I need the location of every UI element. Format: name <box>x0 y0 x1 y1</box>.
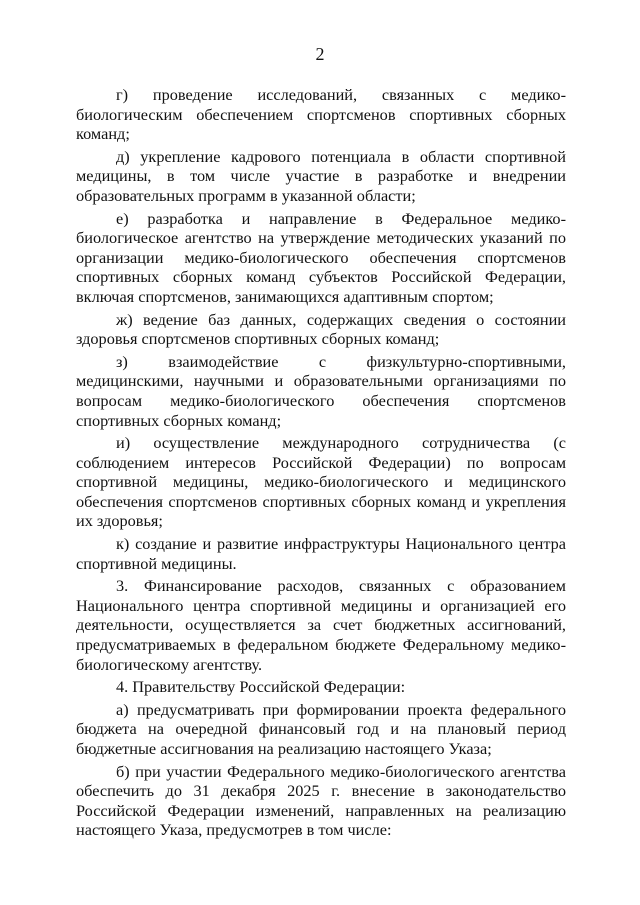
paragraph-item-a: а) предусматривать при формировании проекта федерального бюджета на очередной финансовый год и на плановый период бюджетные ассигнования на реализацию настоящего Указа; <box>76 699 566 758</box>
page-number: 2 <box>315 44 325 64</box>
paragraph-item-i: и) осуществление международного сотрудничества (с соблюдением интересов Российской Федерации) по вопросам спортивной медицины, медико-биологического и медицинского обеспечения спортсменов спортивных сборных команд и укрепления их здоровья; <box>76 433 566 531</box>
paragraph-item-g: г) проведение исследований, связанных с медико-биологическим обеспечением спортсменов спортивных сборных команд; <box>76 85 566 144</box>
paragraph-section-3: 3. Финансирование расходов, связанных с образованием Национального центра спортивной медицины и организацией его деятельности, осуществляется за счет бюджетных ассигнований, предусматриваемых в федеральном бюджете Федеральному медико-биологическому агентству. <box>76 576 566 674</box>
paragraph-section-4: 4. Правительству Российской Федерации: <box>116 677 406 697</box>
paragraph-item-d: д) укрепление кадрового потенциала в области спортивной медицины, в том числе участие в разработке и внедрении образовательных программ в указанной области; <box>76 146 566 205</box>
document-body <box>76 85 566 840</box>
paragraph-item-b: б) при участии Федерального медико-биологического агентства обеспечить до 31 декабря 2025 г. внесение в законодательство Российской Федерации изменений, направленных на реализацию настоящего Указа, предусмотрев в том числе: <box>76 761 566 840</box>
paragraph-item-zh: ж) ведение баз данных, содержащих сведения о состоянии здоровья спортсменов спортивных сборных команд; <box>76 309 566 349</box>
paragraph-item-e: е) разработка и направление в Федеральное медико-биологическое агентство на утверждение методических указаний по организации медико-биологического обеспечения спортсменов спортивных сборных команд субъектов Российской Федерации, включая спортсменов, занимающихся адаптивным спортом; <box>76 208 566 306</box>
paragraph-item-z: з) взаимодействие с физкультурно-спортивными, медицинскими, научными и образовательными организациями по вопросам медико-биологического обеспечения спортсменов спортивных сборных команд; <box>76 351 566 430</box>
paragraph-item-k: к) создание и развитие инфраструктуры Национального центра спортивной медицины. <box>76 534 566 573</box>
